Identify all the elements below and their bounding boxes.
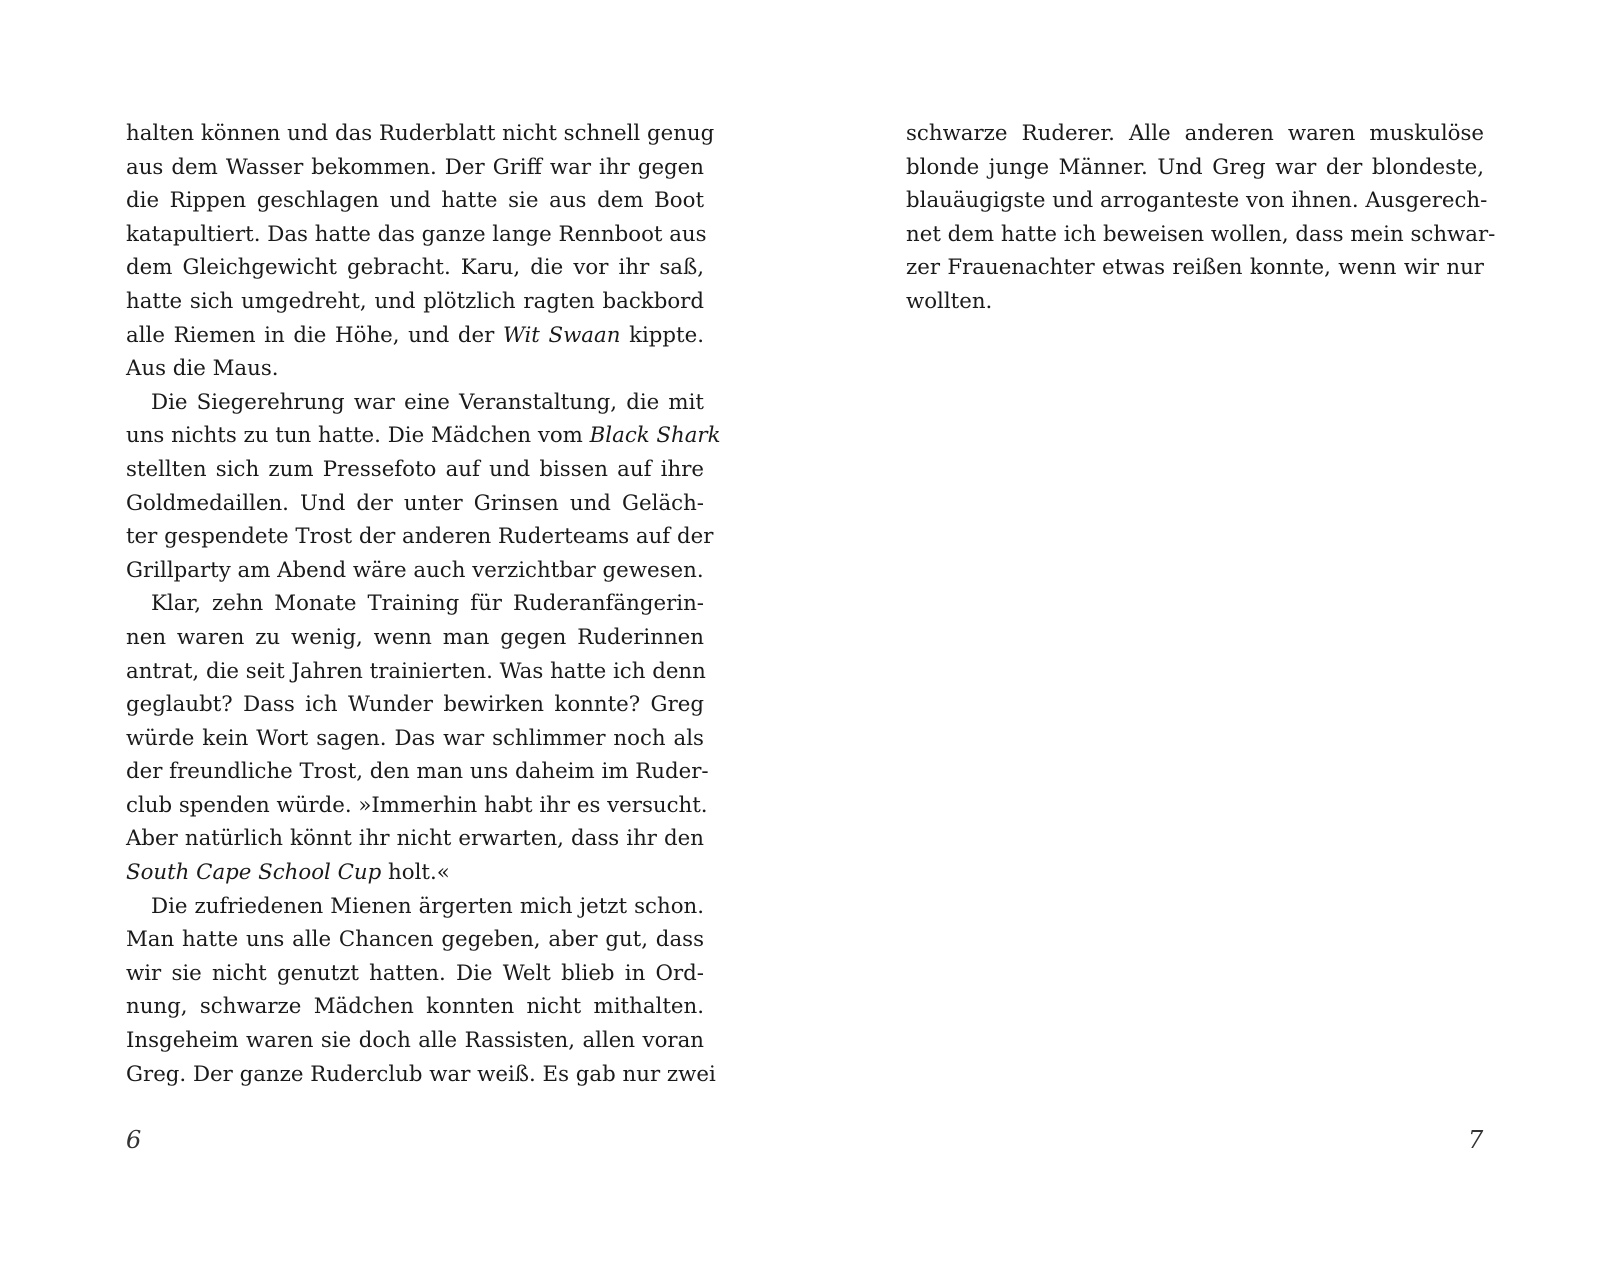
text-line: [126, 1058, 716, 1092]
right-page-number: 7: [1468, 1126, 1484, 1154]
line-text: Goldmedaillen. Und der unter Grinsen und Geläch-: [126, 490, 704, 516]
text-line: [126, 655, 704, 689]
text-line: [126, 822, 704, 856]
line-text: geglaubt? Dass ich Wunder bewirken konnte? Greg: [126, 692, 704, 718]
text-line: [126, 990, 704, 1024]
line-text: Insgeheim waren sie doch alle Rassisten, allen voran: [126, 1028, 704, 1054]
text-line: [126, 352, 704, 386]
text-line: [126, 554, 704, 588]
text-line: [126, 789, 708, 823]
line-text: aus dem Wasser bekommen. Der Griff war ihr gegen: [126, 154, 704, 180]
line-text: dem Gleichgewicht gebracht. Karu, die vor ihr saß,: [126, 255, 704, 281]
line-text: nung, schwarze Mädchen konnten nicht mithalten.: [126, 994, 704, 1020]
right-page-text: [906, 117, 1496, 319]
line-text: nen waren zu wenig, wenn man gegen Ruderinnen: [126, 624, 704, 650]
text-line: [126, 285, 704, 319]
line-text: Man hatte uns alle Chancen gegeben, aber gut, dass: [126, 927, 704, 953]
text-line: [126, 386, 704, 420]
text-line: [126, 957, 704, 991]
line-text: Die zufriedenen Mienen ärgerten mich jetzt schon.: [151, 893, 704, 919]
line-text: Greg. Der ganze Ruderclub war weiß. Es gab nur zwei: [126, 1061, 716, 1087]
line-text: uns nichts zu tun hatte. Die Mädchen vom: [126, 423, 590, 449]
text-line: [906, 117, 1484, 151]
line-text: antrat, die seit Jahren trainierten. Was hatte ich denn: [126, 658, 706, 684]
line-text: halten können und das Ruderblatt nicht schnell genug: [126, 121, 715, 146]
text-line: [126, 151, 704, 185]
line-text: blonde junge Männer. Und Greg war der blondeste,: [906, 154, 1484, 180]
text-line: [126, 722, 704, 756]
text-line: [906, 251, 1484, 285]
line-text: Klar, zehn Monate Training für Ruderanfängerin-: [151, 591, 704, 617]
text-line: [126, 1024, 704, 1058]
line-text: alle Riemen in die Höhe, und der: [126, 322, 503, 348]
text-line: [126, 419, 721, 453]
text-line: [126, 621, 704, 655]
text-line: [126, 587, 704, 621]
text-line: [126, 319, 704, 353]
line-text: Aus die Maus.: [126, 356, 279, 382]
line-text: zer Frauenachter etwas reißen konnte, wenn wir nur: [906, 255, 1484, 281]
text-line: [906, 218, 1496, 252]
left-page-number: 6: [126, 1126, 142, 1154]
text-line: [906, 285, 1484, 319]
line-text: würde kein Wort sagen. Das war schlimmer noch als: [126, 725, 704, 751]
right-page: [800, 0, 1600, 1274]
line-text: schwarze Ruderer. Alle anderen waren muskulöse: [906, 121, 1484, 146]
line-text: Die Siegerehrung war eine Veranstaltung, die mit: [151, 389, 704, 415]
line-text: holt.«: [381, 860, 450, 886]
line-text: net dem hatte ich beweisen wollen, dass mein schwar-: [906, 221, 1496, 247]
italic-title-text: Black Shark: [589, 423, 721, 449]
text-line: [126, 856, 704, 890]
text-line: [126, 520, 714, 554]
text-line: [126, 453, 704, 487]
text-line: [126, 184, 704, 218]
line-text: wir sie nicht genutzt hatten. Die Welt blieb in Ord-: [126, 960, 704, 986]
line-text: club spenden würde. »Immerhin habt ihr es versucht.: [126, 792, 708, 818]
text-line: [126, 218, 707, 252]
text-line: [906, 151, 1484, 185]
line-text: stellten sich zum Pressefoto auf und bissen auf ihre: [126, 456, 704, 482]
italic-title-text: South Cape School Cup: [126, 860, 382, 886]
line-text: kippte.: [620, 322, 704, 348]
line-text: hatte sich umgedreht, und plötzlich ragten backbord: [126, 288, 704, 314]
line-text: Aber natürlich könnt ihr nicht erwarten, dass ihr den: [126, 826, 704, 852]
line-text: wollten.: [906, 288, 993, 314]
italic-title-text: Wit Swaan: [502, 322, 621, 348]
left-page-text: [126, 117, 721, 1091]
line-text: die Rippen geschlagen und hatte sie aus dem Boot: [126, 188, 704, 214]
text-line: [126, 487, 704, 521]
line-text: katapultiert. Das hatte das ganze lange Rennboot aus: [126, 221, 707, 247]
line-text: der freundliche Trost, den man uns daheim im Ruder-: [126, 759, 709, 785]
text-line: [126, 755, 709, 789]
text-line: [906, 184, 1488, 218]
line-text: ter gespendete Trost der anderen Ruderteams auf der: [126, 524, 714, 550]
text-line: [126, 117, 715, 151]
line-text: Grillparty am Abend wäre auch verzichtbar gewesen.: [126, 557, 704, 583]
text-line: [126, 688, 704, 722]
text-line: [126, 890, 704, 924]
text-line: [126, 251, 704, 285]
text-line: [126, 923, 704, 957]
line-text: blauäugigste und arroganteste von ihnen. Ausgerech-: [906, 188, 1488, 214]
